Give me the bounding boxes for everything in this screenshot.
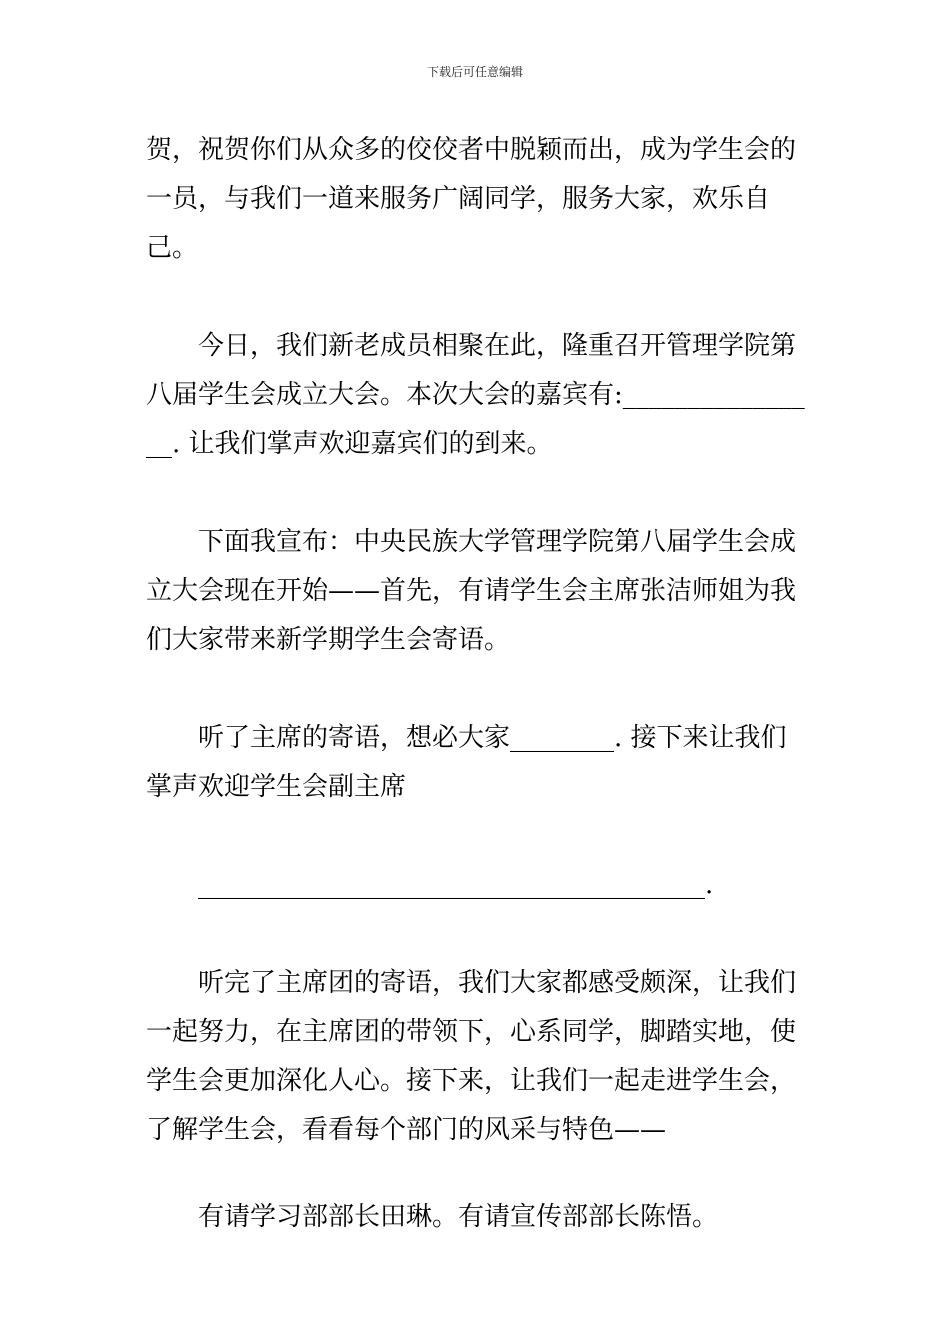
paragraph-congratulations: 贺，祝贺你们从众多的佼佼者中脱颖而出，成为学生会的一员，与我们一道来服务广阔同学，服务大家，欢乐自己。 [146,135,797,263]
page-header: 下载后可任意编辑 [426,65,523,79]
paragraph-vice-chair: 听了主席的寄语，想必大家________. 接下来让我们掌声欢迎学生会副主席 [146,723,787,802]
paragraph-blank-line: _______________________________________. [198,870,714,900]
paragraph-guests: 今日，我们新老成员相聚在此，隆重召开管理学院第八届学生会成立大会。本次大会的嘉宾有:________________. 让我们掌声欢迎嘉宾们的到来。 [146,331,805,459]
paragraph-ministers: 有请学习部部长田琳。有请宣传部部长陈悟。 [198,1202,719,1232]
document-body [146,126,810,1242]
paragraph-departments: 听完了主席团的寄语，我们大家都感受颇深，让我们一起努力，在主席团的带领下，心系同学，脚踏实地，使学生会更加深化人心。接下来，让我们一起走进学生会，了解学生会，看看每个部门的风采与特色—— [146,968,797,1145]
paragraph-opening: 下面我宣布：中央民族大学管理学院第八届学生会成立大会现在开始——首先，有请学生会主席张洁师姐为我们大家带来新学期学生会寄语。 [146,527,797,655]
